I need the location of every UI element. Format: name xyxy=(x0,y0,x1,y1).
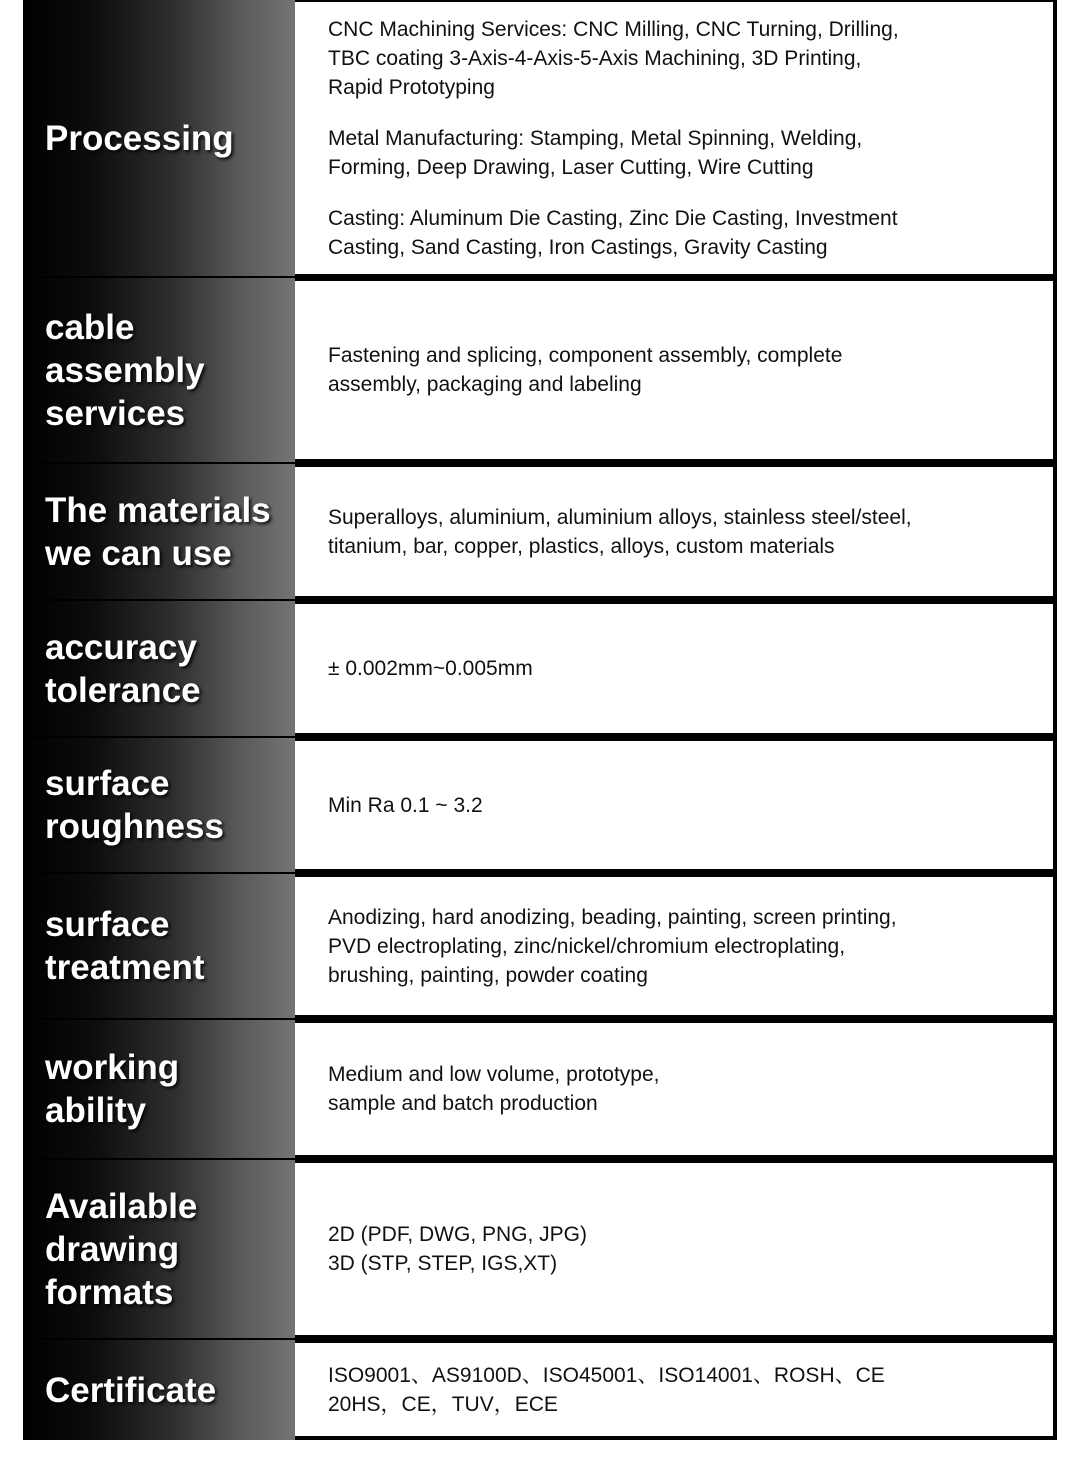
table-row-accuracy xyxy=(23,601,1057,736)
table-row-treatment xyxy=(23,874,1057,1018)
table-row-certificate xyxy=(23,1340,1057,1440)
row-label xyxy=(23,1160,295,1338)
table-row-materials xyxy=(23,464,1057,599)
row-content-text: Anodizing, hard anodizing, beading, painting, screen printing, PVD electroplating, zinc/nickel/chromium electroplating, brushing, painting, powder coating xyxy=(328,905,897,987)
row-content xyxy=(295,1163,1053,1335)
row-label-text: Available drawing formats xyxy=(45,1186,198,1312)
row-content xyxy=(295,281,1053,459)
row-content xyxy=(295,604,1053,733)
row-content-text: Min Ra 0.1 ~ 3.2 xyxy=(328,793,483,817)
row-label-text: surface roughness xyxy=(45,764,224,846)
row-label xyxy=(23,278,295,462)
table-row-working-ability xyxy=(23,1020,1057,1158)
row-content-text: Metal Manufacturing: Stamping, Metal Spinning, Welding, Forming, Deep Drawing, Laser Cutting, Wire Cutting xyxy=(328,126,863,179)
row-content-text: Superalloys, aluminium, aluminium alloys, stainless steel/steel, titanium, bar, copper, plastics, alloys, custom materials xyxy=(328,505,912,558)
row-label xyxy=(23,738,295,872)
row-content-text: CNC Machining Services: CNC Milling, CNC Turning, Drilling, TBC coating 3-Axis-4-Axis-5-Axis Machining, 3D Printing, Rapid Prototyping xyxy=(328,17,899,99)
table-row-roughness xyxy=(23,738,1057,872)
table-row-cable-assembly xyxy=(23,278,1057,462)
row-label xyxy=(23,874,295,1018)
table-row-processing xyxy=(23,0,1057,276)
row-content xyxy=(295,467,1053,596)
row-content-text: ± 0.002mm~0.005mm xyxy=(328,657,533,680)
row-label xyxy=(23,464,295,599)
row-content-text: ISO9001、AS9100D、ISO45001、ISO14001、ROSH、CE 20HS，CE，TUV，ECE xyxy=(328,1363,885,1416)
row-label-text: The materials we can use xyxy=(45,490,271,573)
row-label xyxy=(23,1340,295,1440)
row-label-text: surface treatment xyxy=(45,905,205,987)
row-content-text: Medium and low volume, prototype, sample and batch production xyxy=(328,1063,660,1115)
row-label-text: cable assembly services xyxy=(45,307,205,433)
row-content xyxy=(295,741,1053,869)
row-content xyxy=(295,877,1053,1015)
row-content-text: 2D (PDF, DWG, PNG, JPG) 3D (STP, STEP, IGS,XT) xyxy=(328,1223,588,1275)
row-label xyxy=(23,0,295,276)
row-label-text: working ability xyxy=(45,1048,180,1130)
spec-table xyxy=(23,0,1057,1440)
row-label-text: Certificate xyxy=(45,1370,217,1410)
row-label xyxy=(23,1020,295,1158)
table-row-drawing-formats xyxy=(23,1160,1057,1338)
row-content-text: Fastening and splicing, component assembly, complete assembly, packaging and labeling xyxy=(328,344,843,396)
row-label-text: accuracy tolerance xyxy=(45,627,201,710)
row-label xyxy=(23,601,295,736)
row-content xyxy=(295,2,1053,274)
row-content xyxy=(295,1023,1053,1155)
row-label-text: Processing xyxy=(45,118,234,158)
row-content xyxy=(295,1343,1053,1436)
row-content-text: Casting: Aluminum Die Casting, Zinc Die Casting, Investment Casting, Sand Casting, Iron Castings, Gravity Casting xyxy=(328,206,898,259)
